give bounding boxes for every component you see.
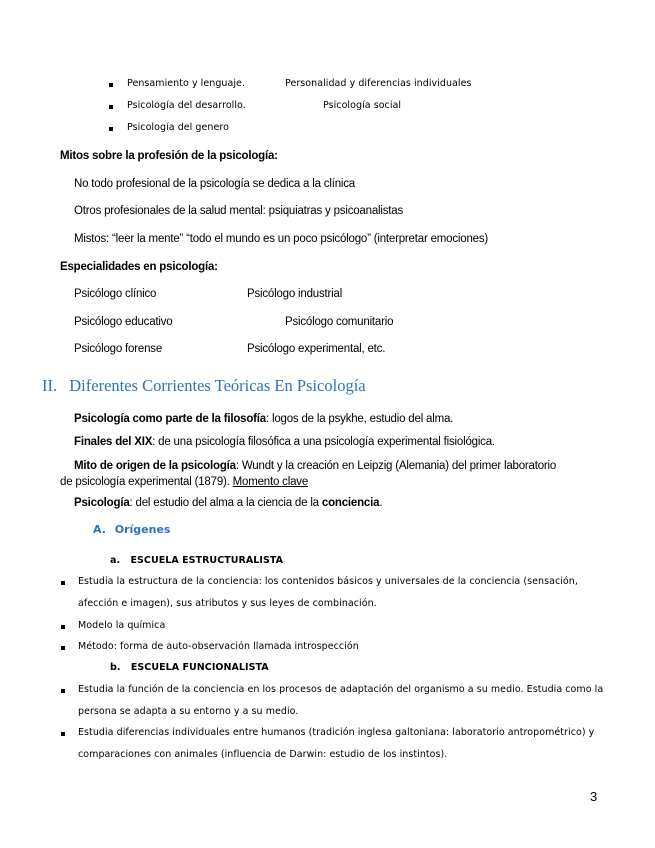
bullet-icon xyxy=(109,105,113,109)
especialidad-item: Psicólogo industrial xyxy=(247,288,343,300)
list-item-continuation: persona se adapta a su entorno y a su medio. xyxy=(78,706,299,717)
section-numeral: II. xyxy=(42,376,58,395)
especialidades-title: Especialidades en psicología: xyxy=(60,261,218,273)
school-heading: a. ESCUELA ESTRUCTURALISTA xyxy=(110,555,284,566)
page-number: 3 xyxy=(590,789,598,804)
list-item: Estudia diferencias individuales entre humanos (tradición inglesa galtoniana: laboratorio antropométrico) y xyxy=(78,727,595,738)
paragraph: Mito de origen de la psicología: Wundt y la creación en Leipzig (Alemania) del primer laboratorio xyxy=(74,460,557,472)
momento-clave: Momento clave xyxy=(232,476,309,488)
bullet-icon xyxy=(109,127,113,131)
bullet-icon xyxy=(61,732,65,736)
list-item: Método: forma de auto-observación llamada introspección xyxy=(78,641,359,652)
list-item: Estudia la función de la conciencia en los procesos de adaptación del organismo a su medio. Estudia como la xyxy=(78,684,604,695)
mitos-line: No todo profesional de la psicología se dedica a la clínica xyxy=(74,178,355,190)
bullet-icon xyxy=(61,689,65,693)
paragraph-continuation: de psicología experimental (1879). Momento clave xyxy=(60,476,309,488)
paragraph: Finales del XIX: de una psicología filosófica a una psicología experimental fisiológica. xyxy=(74,436,495,448)
list-item: Psicología del genero xyxy=(127,122,229,133)
list-item: Pensamiento y lenguaje. xyxy=(127,78,246,89)
paragraph: Psicología como parte de la filosofía: logos de la psykhe, estudio del alma. xyxy=(74,413,454,425)
list-item: Modelo la química xyxy=(78,620,166,631)
subsection-heading xyxy=(93,523,170,536)
list-item: Personalidad y diferencias individuales xyxy=(285,78,472,89)
list-item: Psicología social xyxy=(323,100,402,111)
bullet-icon xyxy=(109,83,113,87)
bullet-icon xyxy=(61,625,65,629)
bullet-icon xyxy=(61,646,65,650)
list-item-continuation: afección e imagen), sus atributos y sus leyes de combinación. xyxy=(78,598,377,609)
subsection-title: Orígenes xyxy=(114,523,171,536)
list-item-continuation: comparaciones con animales (influencia de Darwin: estudio de los instintos). xyxy=(78,749,448,760)
paragraph: Psicología: del estudio del alma a la ciencia de la conciencia. xyxy=(74,497,383,509)
subsection-label: A. xyxy=(93,523,106,536)
especialidad-item: Psicólogo experimental, etc. xyxy=(247,343,386,355)
mitos-line: Otros profesionales de la salud mental: psiquiatras y psicoanalistas xyxy=(74,205,404,217)
mitos-line: Mistos: “leer la mente” “todo el mundo es un poco psicólogo” (interpretar emociones) xyxy=(74,233,489,245)
especialidad-item: Psicólogo forense xyxy=(74,343,163,355)
section-title: Diferentes Corrientes Teóricas En Psicología xyxy=(69,376,366,395)
especialidad-item: Psicólogo comunitario xyxy=(285,316,394,328)
especialidad-item: Psicólogo clínico xyxy=(74,288,157,300)
section-heading xyxy=(42,376,366,396)
mitos-title: Mitos sobre la profesión de la psicología: xyxy=(60,150,278,162)
school-heading: b. ESCUELA FUNCIONALISTA xyxy=(110,662,269,673)
list-item: Psicología del desarrollo. xyxy=(127,100,246,111)
bullet-icon xyxy=(61,581,65,585)
list-item: Estudia la estructura de la conciencia: los contenidos básicos y universales de la conciencia (sensación, xyxy=(78,576,578,587)
especialidad-item: Psicólogo educativo xyxy=(74,316,173,328)
